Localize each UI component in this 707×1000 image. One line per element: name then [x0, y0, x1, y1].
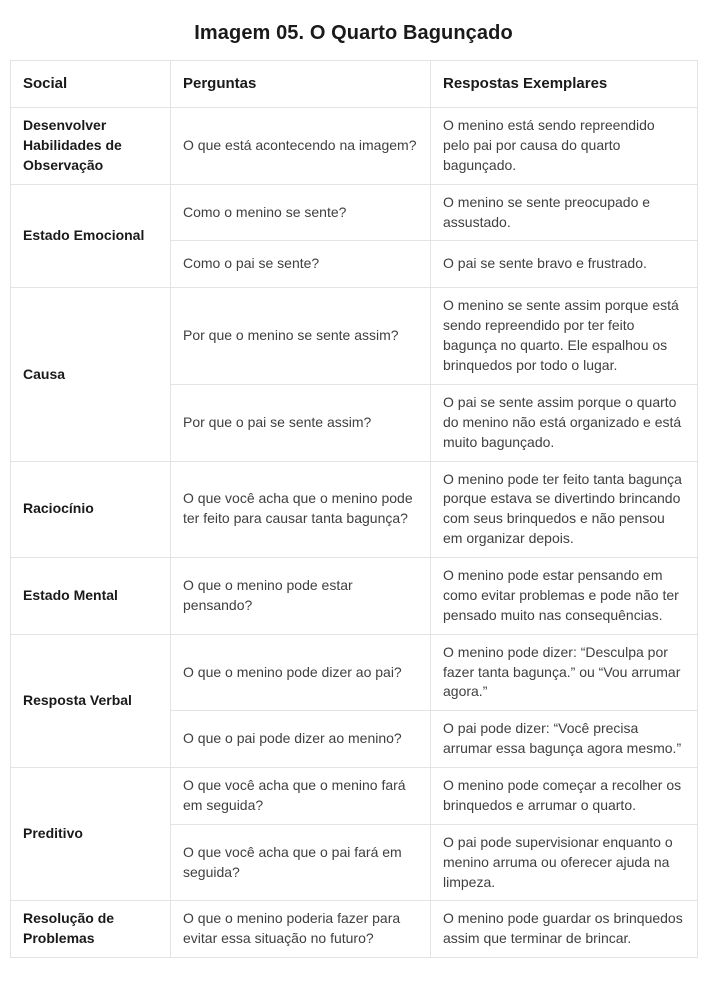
- header-perguntas: Perguntas: [171, 61, 431, 108]
- category-cell: Preditivo: [11, 768, 171, 901]
- answer-cell: O menino se sente preocupado e assustado.: [431, 184, 698, 241]
- answer-cell: O menino pode ter feito tanta bagunça porque estava se divertindo brincando com seus brinquedos e não pensou em organizar depois.: [431, 461, 698, 558]
- question-cell: O que você acha que o menino fará em seguida?: [171, 768, 431, 825]
- question-cell: Por que o menino se sente assim?: [171, 288, 431, 385]
- table-row: [11, 634, 698, 711]
- category-cell: Desenvolver Habilidades de Observação: [11, 108, 171, 185]
- question-cell: O que o menino pode estar pensando?: [171, 558, 431, 635]
- header-row: [11, 61, 698, 108]
- question-cell: O que você acha que o menino pode ter feito para causar tanta bagunça?: [171, 461, 431, 558]
- answer-cell: O pai pode supervisionar enquanto o menino arruma ou oferecer ajuda na limpeza.: [431, 824, 698, 901]
- question-cell: Como o menino se sente?: [171, 184, 431, 241]
- answer-cell: O menino se sente assim porque está sendo repreendido por ter feito bagunça no quarto. Ele espalhou os brinquedos por todo o lugar.: [431, 288, 698, 385]
- category-cell: Estado Mental: [11, 558, 171, 635]
- qa-table: [10, 60, 698, 958]
- question-cell: O que o menino poderia fazer para evitar essa situação no futuro?: [171, 901, 431, 958]
- table-row: [11, 461, 698, 558]
- table-row: [11, 768, 698, 825]
- question-cell: Por que o pai se sente assim?: [171, 384, 431, 461]
- table-row: [11, 184, 698, 241]
- header-social: Social: [11, 61, 171, 108]
- question-cell: O que você acha que o pai fará em seguida?: [171, 824, 431, 901]
- table-row: [11, 108, 698, 185]
- answer-cell: O pai se sente assim porque o quarto do menino não está organizado e está muito bagunçado.: [431, 384, 698, 461]
- answer-cell: O menino pode dizer: “Desculpa por fazer tanta bagunça.” ou “Vou arrumar agora.”: [431, 634, 698, 711]
- table-row: [11, 901, 698, 958]
- page-title: Imagem 05. O Quarto Bagunçado: [194, 22, 513, 44]
- answer-cell: O menino pode começar a recolher os brinquedos e arrumar o quarto.: [431, 768, 698, 825]
- question-cell: O que o menino pode dizer ao pai?: [171, 634, 431, 711]
- header-respostas: Respostas Exemplares: [431, 61, 698, 108]
- category-cell: Estado Emocional: [11, 184, 171, 288]
- answer-cell: O pai se sente bravo e frustrado.: [431, 241, 698, 288]
- answer-cell: O menino pode guardar os brinquedos assim que terminar de brincar.: [431, 901, 698, 958]
- question-cell: Como o pai se sente?: [171, 241, 431, 288]
- table-row: [11, 288, 698, 385]
- answer-cell: O menino pode estar pensando em como evitar problemas e pode não ter pensado muito nas consequências.: [431, 558, 698, 635]
- category-cell: Raciocínio: [11, 461, 171, 558]
- category-cell: Resposta Verbal: [11, 634, 171, 767]
- answer-cell: O pai pode dizer: “Você precisa arrumar essa bagunça agora mesmo.”: [431, 711, 698, 768]
- answer-cell: O menino está sendo repreendido pelo pai por causa do quarto bagunçado.: [431, 108, 698, 185]
- category-cell: Causa: [11, 288, 171, 461]
- question-cell: O que está acontecendo na imagem?: [171, 108, 431, 185]
- category-cell: Resolução de Problemas: [11, 901, 171, 958]
- table-row: [11, 558, 698, 635]
- question-cell: O que o pai pode dizer ao menino?: [171, 711, 431, 768]
